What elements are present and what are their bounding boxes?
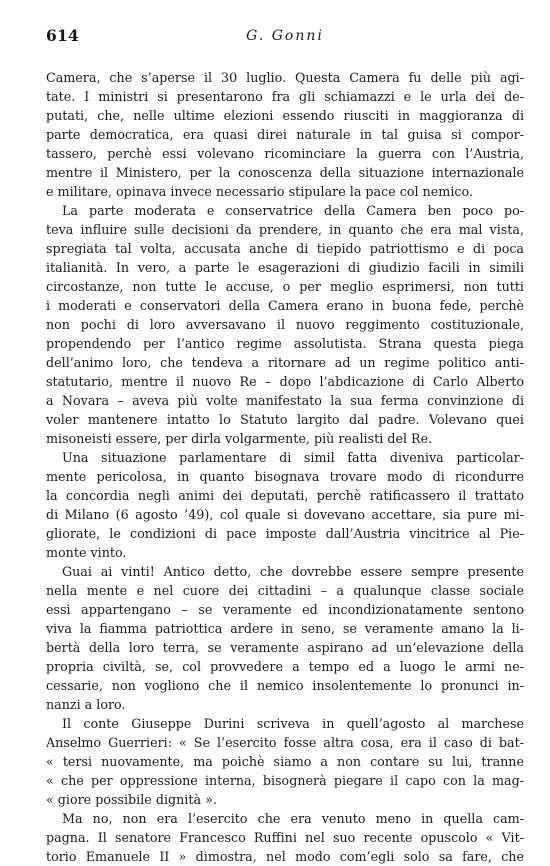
text-line: tate. I ministri si presentarono fra gli schiamazzi e le urla dei de- — [46, 89, 524, 104]
text-line: teva influire sulle decisioni da prendere, in quanto che era mal vista, — [46, 222, 524, 237]
text-line: dell’animo loro, che tendeva a ritornare ad un regime politico anti- — [46, 355, 524, 370]
running-title: G. Gonni — [246, 28, 324, 44]
text-line: torio Emanuele II » dimostra, nel modo com’egli solo sa fare, che — [46, 849, 524, 864]
text-line: viva la fiamma patriottica ardere in seno, se veramente amano la li- — [46, 621, 524, 636]
text-line: parte democratica, era quasi direi naturale in tal guisa si compor- — [46, 127, 524, 142]
text-line: nella mente e nel cuore dei cittadini – a qualunque classe sociale — [46, 583, 524, 598]
text-line: nanzi a loro. — [46, 697, 126, 712]
text-line: voler mantenere intatto lo Statuto largito dal padre. Volevano quei — [46, 412, 524, 427]
text-line: misoneisti essere, per dirla volgarmente, più realisti del Re. — [46, 431, 433, 446]
text-line: Anselmo Guerrieri: « Se l’esercito fosse altra cosa, era il caso di bat- — [46, 735, 524, 750]
text-line: « tersi nuovamente, ma poichè siamo a non contare su lui, tranne — [46, 754, 524, 769]
text-line: la concordia negli animi dei deputati, perchè ratificassero il trattato — [46, 488, 524, 503]
text-line: circostanze, non tutte le accuse, o per meglio esprimersi, non tutti — [46, 279, 524, 294]
text-line: « che per oppressione interna, bisognerà piegare il capo con la mag- — [46, 773, 524, 788]
text-line: propria civiltà, se, col provvedere a tempo ed a luogo le armi ne- — [46, 659, 524, 674]
text-line: non pochi di loro avversavano il nuovo reggimento costituzionale, — [46, 317, 524, 332]
text-line: Camera, che s’aperse il 30 luglio. Questa Camera fu delle più agi- — [46, 70, 524, 85]
body-text — [46, 68, 524, 866]
text-line: i moderati e conservatori della Camera erano in buona fede, perchè — [46, 298, 524, 313]
text-line: bertà della loro terra, se veramente aspirano ad un’elevazione della — [46, 640, 524, 655]
text-line: gliorate, le condizioni di pace imposte dall’Austria vincitrice al Pie- — [46, 526, 524, 541]
text-line: italianità. In vero, a parte le esagerazioni di giudizio facili in simili — [46, 260, 524, 275]
text-line: Ma no, non era l’esercito che era venuto meno in quella cam- — [62, 811, 524, 826]
text-line: putati, che, nelle ultime elezioni essendo riusciti in maggioranza di — [46, 108, 524, 123]
text-line: di Milano (6 agosto ’49), col quale si dovevano accettare, sia pure mi- — [46, 507, 524, 522]
text-line: monte vinto. — [46, 545, 127, 560]
text-line: e militare, opinava invece necessario stipulare la pace col nemico. — [46, 184, 473, 199]
text-line: « giore possibile dignità ». — [46, 792, 217, 807]
text-line: mentre il Ministero, per la conoscenza della situazione internazionale — [46, 165, 524, 180]
text-line: statutario, mentre il nuovo Re – dopo l’abdicazione di Carlo Alberto — [46, 374, 524, 389]
text-line: tassero, perchè essi volevano ricominciare la guerra con l’Austria, — [46, 146, 524, 161]
text-line: propendendo per l’antico regime assolutista. Strana questa piega — [46, 336, 524, 351]
text-line: pagna. Il senatore Francesco Ruffini nel suo recente opuscolo « Vit- — [46, 830, 524, 845]
page-number: 614 — [46, 26, 79, 45]
running-head — [46, 26, 524, 50]
text-line: a Novara – aveva più volte manifestato la sua ferma convinzione di — [46, 393, 524, 408]
text-line: spregiata tal volta, accusata anche di tiepido patriottismo e di poca — [46, 241, 524, 256]
text-line: cessarie, non vogliono che il nemico insolentemente lo pronunci in- — [46, 678, 524, 693]
text-line: Una situazione parlamentare di simil fatta diveniva particolar- — [62, 450, 524, 465]
text-line: essi appartengano – se veramente ed incondizionatamente sentono — [46, 602, 524, 617]
text-line: Guai ai vinti! Antico detto, che dovrebbe essere sempre presente — [62, 564, 524, 579]
text-line: La parte moderata e conservatrice della Camera ben poco po- — [62, 203, 524, 218]
text-line: mente pericolosa, in quanto bisognava trovare modo di ricondurre — [46, 469, 524, 484]
text-line: Il conte Giuseppe Durini scriveva in quell’agosto al marchese — [62, 716, 524, 731]
